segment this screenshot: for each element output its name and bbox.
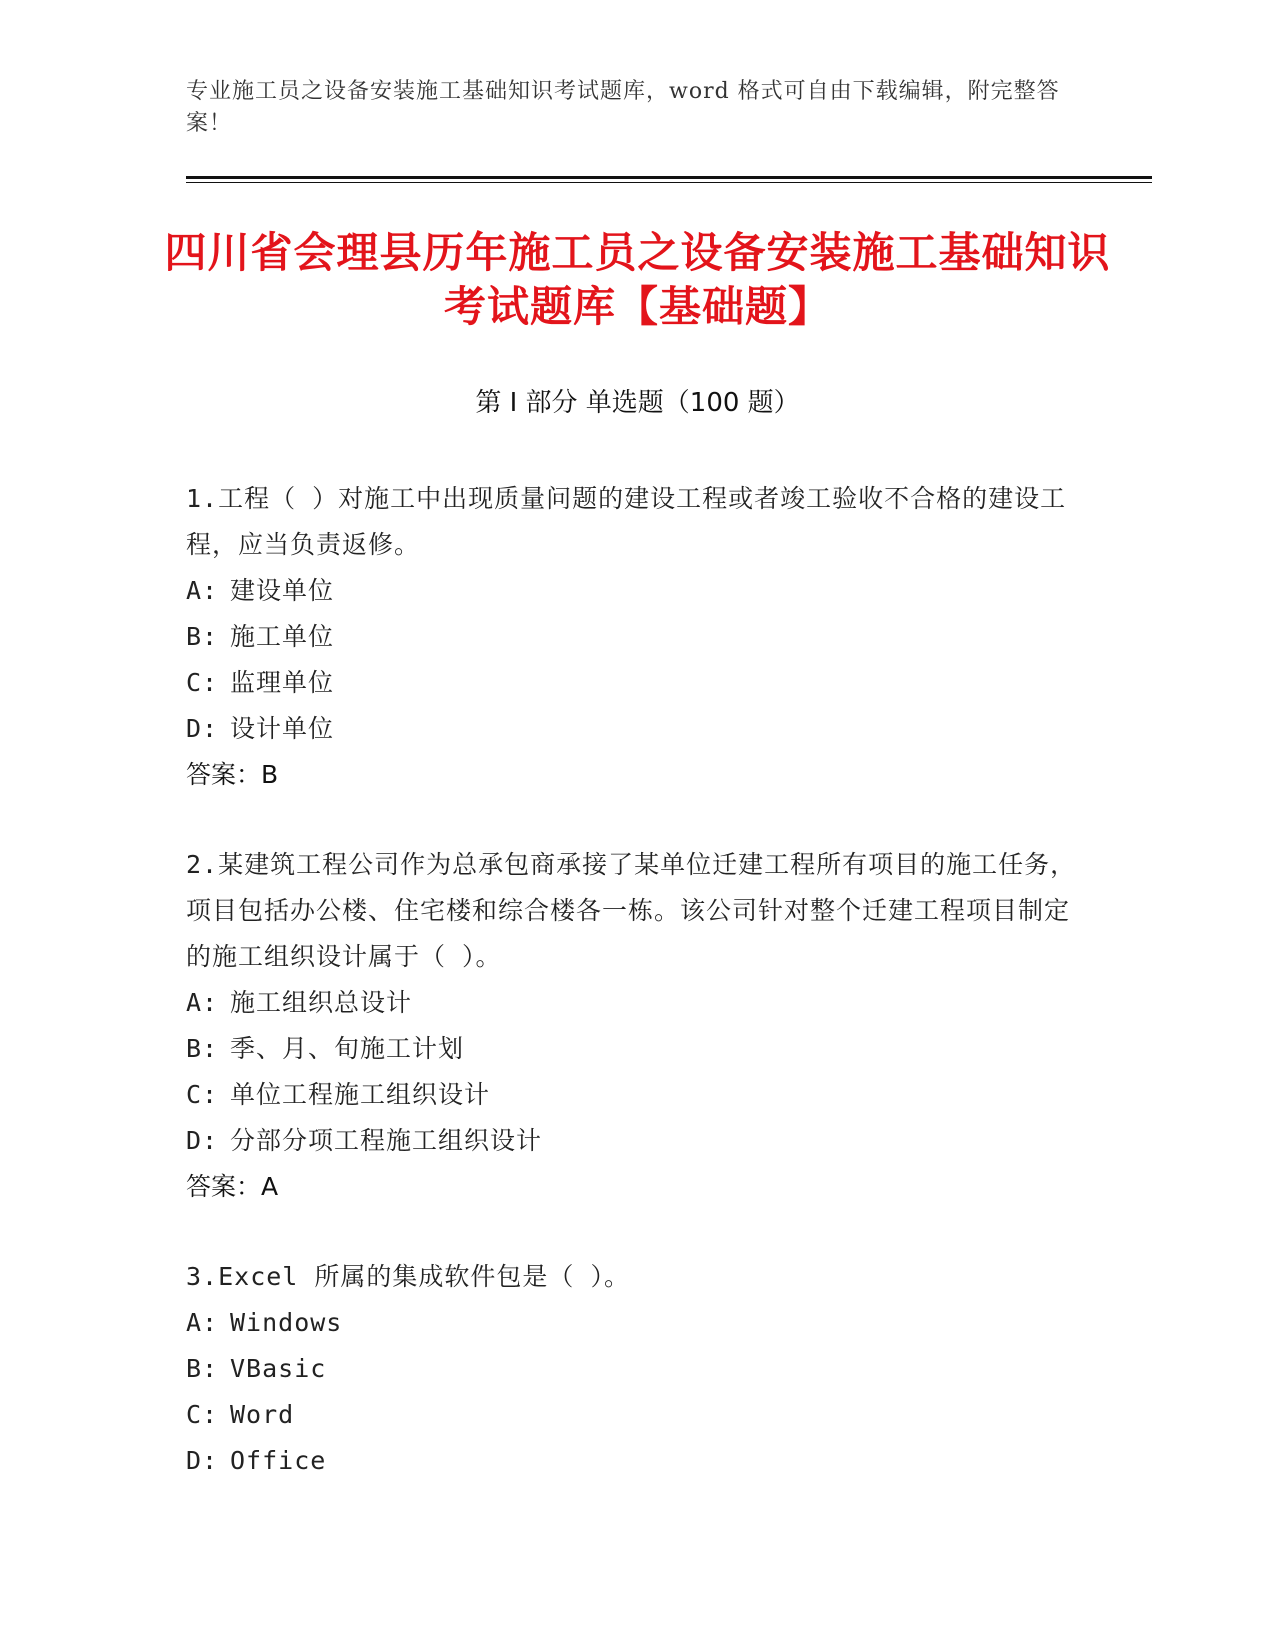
option-key: C: [186, 668, 219, 697]
option-d [186, 706, 1086, 752]
option-text: Word [230, 1400, 295, 1429]
option-key: D: [186, 714, 219, 743]
option-b [186, 1026, 1086, 1072]
option-text: Windows [230, 1308, 343, 1337]
option-key: A: [186, 576, 219, 605]
option-key: B: [186, 622, 219, 651]
option-key: C: [186, 1080, 219, 1109]
option-text: 分部分项工程施工组织设计 [230, 1126, 543, 1155]
header-note: 专业施工员之设备安装施工基础知识考试题库，word 格式可自由下载编辑，附完整答案！ [186, 79, 1060, 136]
option-b [186, 1346, 1086, 1392]
option-key: A: [186, 1308, 219, 1337]
question-stem: 1.工程（ ）对施工中出现质量问题的建设工程或者竣工验收不合格的建设工程，应当负责返修。 [186, 484, 1067, 559]
option-text: 监理单位 [230, 668, 335, 697]
option-text: 单位工程施工组织设计 [230, 1080, 491, 1109]
option-key: A: [186, 988, 219, 1017]
option-a [186, 1300, 1086, 1346]
option-text: 建设单位 [230, 576, 335, 605]
document-title: 四川省会理县历年施工员之设备安装施工基础知识考试题库【基础题】 [164, 228, 1111, 331]
answer-line: 答案：A [186, 1172, 279, 1201]
option-text: 季、月、旬施工计划 [230, 1034, 465, 1063]
option-key: B: [186, 1034, 219, 1063]
option-d [186, 1118, 1086, 1164]
header-divider-thick [186, 176, 1152, 179]
option-text: 施工组织总设计 [230, 988, 413, 1017]
option-key: D: [186, 1126, 219, 1155]
question-list [186, 476, 1086, 1528]
option-text: Office [230, 1446, 327, 1475]
question-3 [186, 1254, 1086, 1484]
option-text: 设计单位 [230, 714, 335, 743]
option-c [186, 660, 1086, 706]
option-key: D: [186, 1446, 219, 1475]
question-stem: 2.某建筑工程公司作为总承包商承接了某单位迁建工程所有项目的施工任务，项目包括办公楼、住宅楼和综合楼各一栋。该公司针对整个迁建工程项目制定的施工组织设计属于（ ）。 [186, 850, 1077, 971]
option-d [186, 1438, 1086, 1484]
option-key: C: [186, 1400, 219, 1429]
question-2 [186, 842, 1086, 1210]
option-a [186, 568, 1086, 614]
header-divider-thin [186, 182, 1152, 183]
question-stem: 3.Excel 所属的集成软件包是（ ）。 [186, 1262, 630, 1291]
option-key: B: [186, 1354, 219, 1383]
option-text: 施工单位 [230, 622, 335, 651]
section-heading: 第 I 部分 单选题（100 题） [475, 388, 800, 418]
option-c [186, 1072, 1086, 1118]
option-b [186, 614, 1086, 660]
question-1 [186, 476, 1086, 798]
option-text: VBasic [230, 1354, 327, 1383]
option-c [186, 1392, 1086, 1438]
option-a [186, 980, 1086, 1026]
answer-line: 答案：B [186, 760, 279, 789]
